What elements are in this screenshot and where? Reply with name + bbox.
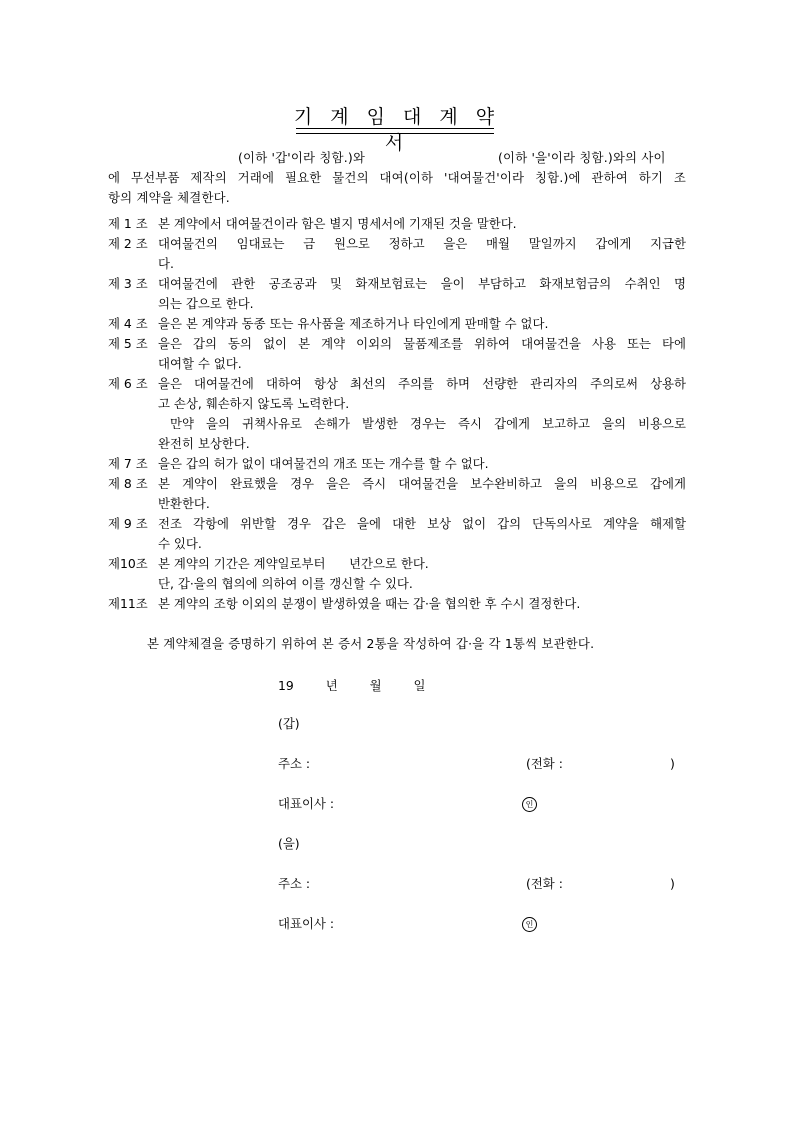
article-text: 본 계약의 조항 이외의 분쟁이 발생하였을 때는 갑·을 협의한 후 수시 결정한다. [158, 596, 581, 611]
article-text: 고 손상, 훼손하지 않도록 노력한다. [158, 396, 350, 411]
article-number: 제 8 조 [108, 476, 148, 491]
article-number: 제 3 조 [108, 276, 148, 291]
party-a-seal-icon: 인 [522, 794, 537, 814]
party-a-phone-close: ) [670, 756, 675, 771]
article-text: 만약 을의 귀책사유로 손해가 발생한 경우는 즉시 갑에게 보고하고 을의 비용으로 [170, 416, 686, 431]
article-number: 제 6 조 [108, 376, 148, 391]
article-text: 대여물건의 임대료는 금 원으로 정하고 을은 매월 말일까지 갑에게 지급한 [158, 236, 686, 251]
article-text: 을은 대여물건에 대하여 항상 최선의 주의를 하며 선량한 관리자의 주의로써 상용하 [158, 376, 686, 391]
article-text: 수 있다. [158, 536, 202, 551]
party-a-phone-label: (전화 : [526, 756, 563, 771]
article-text: 전조 각항에 위반할 경우 갑은 을에 대한 보상 없이 갑의 단독의사로 계약을 해제할 [158, 516, 686, 531]
intro-line-3: 항의 계약을 체결한다. [108, 190, 230, 205]
article-number: 제 4 조 [108, 316, 148, 331]
article-text: 대여할 수 없다. [158, 356, 242, 371]
article-text: 다. [158, 256, 174, 271]
date-month-unit: 월 [369, 678, 382, 693]
article-text: 본 계약의 기간은 계약일로부터 년간으로 한다. [158, 556, 429, 571]
article-number: 제 5 조 [108, 336, 148, 351]
article-text: 반환한다. [158, 496, 210, 511]
article-number: 제10조 [108, 556, 148, 571]
article-text: 단, 갑·을의 협의에 의하여 이를 갱신할 수 있다. [158, 576, 413, 591]
article-number: 제 2 조 [108, 236, 148, 251]
article-number: 제 9 조 [108, 516, 148, 531]
party-b-rep-label: 대표이사 : [278, 916, 334, 931]
intro-line-2: 에 무선부품 제작의 거래에 필요한 물건의 대여(이하 '대여물건'이라 칭함.)에 관하여 하기 조 [108, 170, 686, 185]
article-text: 을은 갑의 허가 없이 대여물건의 개조 또는 개수를 할 수 없다. [158, 456, 489, 471]
article-number: 제11조 [108, 596, 148, 611]
party-a-label: (갑) [278, 716, 300, 731]
article-text: 의는 갑으로 한다. [158, 296, 254, 311]
party-b-address-label: 주소 : [278, 876, 311, 891]
party-b-label: (을) [278, 836, 300, 851]
title-double-underline [296, 128, 494, 134]
party-b-seal-icon: 인 [522, 914, 537, 934]
article-text: 본 계약에서 대여물건이라 함은 별지 명세서에 기재된 것을 말한다. [158, 216, 517, 231]
article-text: 대여물건에 관한 공조공과 및 화재보험료는 을이 부담하고 화재보험금의 수취인 명 [158, 276, 686, 291]
party-b-phone-close: ) [670, 876, 675, 891]
article-text: 을은 갑의 동의 없이 본 계약 이외의 물품제조를 위하여 대여물건을 사용 또는 타에 [158, 336, 686, 351]
date-year: 19 [278, 678, 294, 693]
date-day-unit: 일 [413, 678, 426, 693]
date-year-unit: 년 [325, 678, 338, 693]
article-text: 을은 본 계약과 동종 또는 유사품을 제조하거나 타인에게 판매할 수 없다. [158, 316, 549, 331]
article-number: 제 7 조 [108, 456, 148, 471]
party-b-phone-label: (전화 : [526, 876, 563, 891]
closing-statement: 본 계약체결을 증명하기 위하여 본 증서 2통을 작성하여 갑·을 각 1통씩 보관한다. [147, 636, 595, 651]
intro-party-b: (이하 '을'이라 칭함.)와의 사이 [498, 150, 666, 165]
article-number: 제 1 조 [108, 216, 148, 231]
document-title: 기 계 임 대 계 약 서 [293, 106, 501, 154]
party-a-rep-label: 대표이사 : [278, 796, 334, 811]
article-text: 완전히 보상한다. [158, 436, 250, 451]
party-a-address-label: 주소 : [278, 756, 311, 771]
intro-party-a: (이하 '갑'이라 칭함.)와 [238, 150, 366, 165]
article-text: 본 계약이 완료했을 경우 을은 즉시 대여물건을 보수완비하고 을의 비용으로 갑에게 [158, 476, 686, 491]
date-line [278, 676, 425, 696]
